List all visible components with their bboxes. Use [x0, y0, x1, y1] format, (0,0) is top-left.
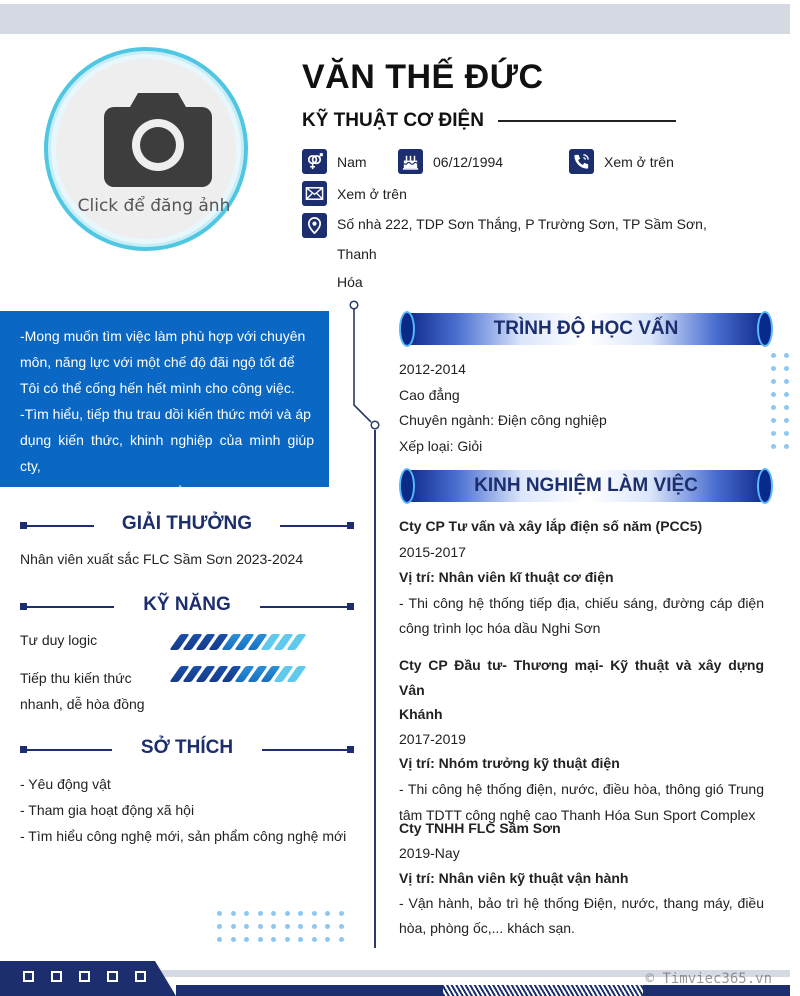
timeline-connector	[340, 298, 385, 438]
skill-level-bar	[175, 666, 301, 682]
skill-name-line: Tiếp thu kiến thức	[20, 670, 132, 686]
decor-dot	[784, 444, 789, 449]
hobby-item: - Tham gia hoạt động xã hội	[20, 802, 195, 818]
decor-dot	[325, 937, 330, 942]
section-education-heading	[399, 311, 773, 347]
decor-dot	[244, 937, 249, 942]
hobby-item: - Tìm hiểu công nghệ mới, sản phẩm công nghệ mới	[20, 828, 347, 844]
location-icon	[302, 213, 327, 238]
footer	[0, 959, 800, 996]
job-description: - Thi công hệ thống tiếp địa, chiếu sáng, đường cáp điện	[399, 594, 764, 611]
education-years: 2012-2014	[399, 361, 466, 377]
education-details	[399, 357, 764, 459]
decor-dot	[285, 937, 290, 942]
decor-dot	[231, 924, 236, 929]
job-company: Khánh	[399, 706, 443, 722]
decor-dot	[298, 937, 303, 942]
decor-dot	[784, 392, 789, 397]
experience-job	[399, 653, 764, 827]
decor-dot	[271, 911, 276, 916]
decor-dot	[285, 924, 290, 929]
objective-line: dụng kiến thức, khinh nghiệp của mình giúp cty,	[20, 432, 314, 474]
decor-dot	[217, 911, 222, 916]
skill-name-line: nhanh, dễ hòa đồng	[20, 696, 145, 712]
watermark: © Timviec365.vn	[645, 971, 772, 987]
section-awards-heading	[20, 513, 354, 537]
avatar-upload-label[interactable]: Click để đăng ảnh	[77, 196, 231, 216]
decor-dot	[271, 937, 276, 942]
career-objective	[0, 311, 329, 500]
decor-dot	[771, 431, 776, 436]
decor-dot	[339, 937, 344, 942]
decor-dot	[784, 431, 789, 436]
decor-dot	[217, 937, 222, 942]
decor-dot	[339, 911, 344, 916]
gender-icon	[302, 149, 327, 174]
top-bar	[0, 4, 790, 34]
objective-line: -Tìm hiểu, tiếp thu trau dồi kiến thức mới và áp	[20, 406, 311, 422]
award-item: Nhân viên xuất sắc FLC Sầm Sơn 2023-2024	[20, 551, 304, 567]
decor-dot	[784, 366, 789, 371]
mail-icon	[302, 181, 327, 206]
education-level: Cao đẳng	[399, 386, 460, 403]
decor-dot	[298, 924, 303, 929]
decor-dot	[258, 911, 263, 916]
avatar[interactable]	[56, 59, 236, 239]
decor-dot	[244, 924, 249, 929]
cake-icon	[398, 149, 423, 174]
info-birthday	[398, 149, 503, 177]
objective-line: -Mong muốn tìm việc làm phù hợp với chuyên	[20, 328, 306, 344]
decor-dot	[771, 405, 776, 410]
gender-value: Nam	[337, 154, 367, 170]
decor-dot	[771, 418, 776, 423]
decor-dot	[231, 911, 236, 916]
decor-dot	[312, 937, 317, 942]
experience-job	[399, 816, 764, 941]
avatar-upload[interactable]	[44, 47, 248, 251]
education-grade: Xếp loại: Giỏi	[399, 437, 483, 454]
experience-job	[399, 514, 764, 642]
job-position: Vị trí: Nhóm trưởng kỹ thuật điện	[399, 755, 620, 771]
decor-dot	[312, 924, 317, 929]
footer-squares	[23, 971, 146, 982]
job-title: KỸ THUẬT CƠ ĐIỆN	[302, 110, 484, 131]
decor-dot	[285, 911, 290, 916]
decor-dot	[244, 911, 249, 916]
decor-dot	[325, 911, 330, 916]
decor-dot	[784, 379, 789, 384]
job-description: - Thi công hệ thống điện, nước, điều hòa, thông gió Trung	[399, 780, 764, 797]
address-line-2: Hóa	[337, 274, 363, 290]
phone-value: Xem ở trên	[604, 154, 674, 170]
skills-title: KỸ NĂNG	[143, 594, 231, 615]
awards-title: GIẢI THƯỞNG	[121, 513, 253, 534]
title-divider	[498, 120, 676, 122]
hobbies-title: SỞ THÍCH	[140, 737, 234, 758]
hobbies-list	[20, 771, 346, 849]
hobby-item: - Yêu động vật	[20, 776, 111, 792]
job-description: - Vận hành, bảo trì hệ thống Điện, nước, thang máy, điều	[399, 895, 764, 911]
job-company: Cty CP Tư vấn và xây lắp điện số năm (PCC5)	[399, 518, 703, 534]
job-position: Vị trí: Nhân viên kỹ thuật vận hành	[399, 870, 629, 886]
job-years: 2017-2019	[399, 730, 466, 747]
address-line-1: Số nhà 222, TDP Sơn Thắng, P Trường Sơn, TP Sầm Sơn, Thanh	[337, 216, 707, 262]
timeline-line	[374, 430, 376, 948]
decor-dot	[784, 418, 789, 423]
skill-name: Tư duy logic	[20, 632, 98, 648]
dot-pattern-right	[771, 353, 789, 449]
job-description: hòa, phòng ốc,... khách sạn.	[399, 920, 575, 936]
decor-dot	[231, 937, 236, 942]
email-value: Xem ở trên	[337, 186, 407, 202]
job-position: Vị trí: Nhân viên kĩ thuật cơ điện	[399, 569, 614, 585]
section-experience-heading	[399, 468, 773, 504]
job-years: 2019-Nay	[399, 845, 460, 861]
decor-dot	[771, 444, 776, 449]
job-description: tâm TDTT công nghệ cao Thanh Hóa Sun Sport Complex	[399, 806, 756, 823]
info-gender	[302, 149, 367, 177]
job-description: công trình lọc hóa dầu Nghi Sơn	[399, 620, 601, 636]
job-company: Cty TNHH FLC Sầm Sơn	[399, 820, 561, 836]
education-major: Chuyên ngành: Điện công nghiệp	[399, 412, 607, 428]
decor-dot	[339, 924, 344, 929]
education-title: TRÌNH ĐỘ HỌC VẤN	[493, 318, 679, 339]
address-value	[337, 211, 742, 297]
objective-line: đơn vị ngày càng phát triển.	[20, 484, 194, 500]
info-address	[302, 213, 742, 297]
decor-dot	[771, 353, 776, 358]
birthday-value: 06/12/1994	[433, 154, 504, 170]
objective-line: môn, năng lực với một chế độ đãi ngộ tốt để	[20, 354, 295, 370]
decor-dot	[298, 911, 303, 916]
decor-dot	[271, 924, 276, 929]
camera-icon	[102, 89, 214, 189]
decor-dot	[258, 924, 263, 929]
decor-dot	[784, 353, 789, 358]
skill-name	[20, 665, 145, 717]
decor-dot	[325, 924, 330, 929]
skill-level-bar	[175, 634, 301, 650]
objective-line: Tôi có thể cống hến hết mình cho công việc.	[20, 380, 295, 396]
decor-dot	[312, 911, 317, 916]
job-years: 2015-2017	[399, 543, 466, 560]
decor-dot	[771, 379, 776, 384]
info-email	[302, 181, 407, 209]
decor-dot	[258, 937, 263, 942]
decor-dot	[771, 392, 776, 397]
candidate-name: VĂN THẾ ĐỨC	[302, 58, 544, 96]
experience-title: KINH NGHIỆM LÀM VIỆC	[474, 475, 698, 496]
dot-pattern-bottom	[217, 911, 344, 942]
info-phone	[569, 149, 674, 177]
decor-dot	[217, 924, 222, 929]
decor-dot	[784, 405, 789, 410]
job-company: Cty CP Đầu tư- Thương mại- Kỹ thuật và xây dựng Vân	[399, 657, 764, 698]
phone-icon	[569, 149, 594, 174]
decor-dot	[771, 366, 776, 371]
section-hobbies-heading	[20, 737, 354, 761]
footer-hatch	[443, 985, 643, 996]
section-skills-heading	[20, 594, 354, 618]
